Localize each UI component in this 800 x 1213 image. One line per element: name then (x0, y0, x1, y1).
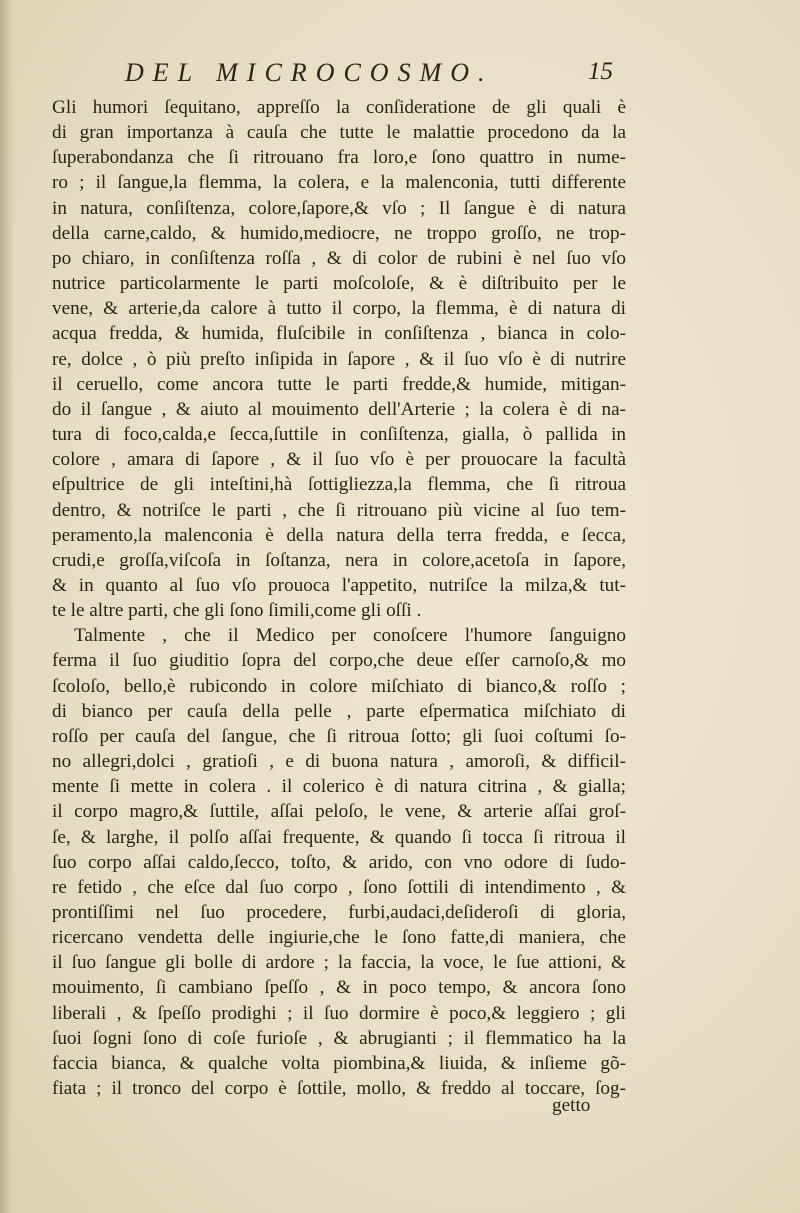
text-line: il ſuo ſangue gli bolle di ardore ; la faccia, la voce, le ſue attioni, & (52, 952, 626, 974)
text-line: faccia bianca, & qualche volta piombina,& liuida, & inſieme gõ- (52, 1052, 626, 1074)
text-line: colore , amara di ſapore , & il ſuo vſo è per prouocare la facultà (52, 449, 626, 471)
text-line: roſſo per cauſa del ſangue, che ſi ritroua ſotto; gli ſuoi coſtumi ſo- (52, 725, 626, 747)
text-line: ſe, & larghe, il polſo aſſai frequente, & quando ſi tocca ſi ritroua il (52, 826, 626, 848)
text-line: do il ſangue , & aiuto al mouimento dell'Arterie ; la colera è di na- (52, 398, 626, 420)
text-line: ſcoloſo, bello,è rubicondo in colore miſchiato di bianco,& roſſo ; (52, 675, 626, 697)
body-text (52, 95, 626, 1101)
text-line: ſuo corpo aſſai caldo,ſecco, toſto, & arido, con vno odore di ſudo- (52, 851, 626, 873)
text-line: nutrice particolarmente le parti moſcoloſe, & è diſtribuito per le (52, 273, 626, 295)
text-line: di gran importanza à cauſa che tutte le malattie procedono da la (52, 122, 626, 144)
text-line: della carne,caldo, & humido,mediocre, ne troppo groſſo, ne trop- (52, 222, 626, 244)
text-line: ro ; il ſangue,la flemma, la colera, e la malenconia, tutti differente (52, 172, 626, 194)
text-line: Talmente , che il Medico per conoſcere l'humore ſanguigno (74, 625, 626, 647)
text-line: po chiaro, in conſiſtenza roſſa , & di color de rubini è nel ſuo vſo (52, 247, 626, 269)
text-line: re fetido , che eſce dal ſuo corpo , ſono ſottili di intendimento , & (52, 876, 626, 898)
text-line: re, dolce , ò più preſto inſipida in ſapore , & il ſuo vſo è di nutrire (52, 348, 626, 370)
binding-gutter (0, 0, 14, 1213)
text-line: prontiſſimi nel ſuo procedere, furbi,audaci,deſideroſi di gloria, (52, 902, 626, 923)
text-line: mouimento, ſi cambiano ſpeſſo , & in poco tempo, & ancora ſono (52, 977, 626, 999)
text-line: tura di foco,calda,e ſecca,ſuttile in conſiſtenza, gialla, ò pallida in (52, 424, 626, 446)
text-line: mente ſi mette in colera . il colerico è di natura citrina , & gialla; (52, 776, 626, 798)
page-number: 15 (588, 58, 613, 85)
text-line: ferma il ſuo giuditio ſopra del corpo,che deue eſſer carnoſo,& mo (52, 650, 626, 672)
text-line: vene, & arterie,da calore à tutto il corpo, la flemma, è di natura di (52, 298, 626, 320)
text-line: ſuperabondanza che ſi ritrouano fra loro,e ſono quattro in nume- (52, 147, 626, 169)
text-line: crudi,e groſſa,viſcoſa in ſoſtanza, nera in colore,acetoſa in ſapore, (52, 549, 626, 571)
text-line: no allegri,dolci , gratioſi , e di buona natura , amoroſi, & difficil- (52, 751, 626, 773)
text-line: eſpultrice de gli inteſtini,hà ſottigliezza,la flemma, che ſi ritroua (52, 474, 626, 496)
text-line: il corpo magro,& ſuttile, aſſai peloſo, le vene, & arterie aſſai groſ- (52, 801, 626, 823)
text-line: te le altre parti, che gli ſono ſimili,come gli oſſi . (52, 600, 422, 622)
text-line: ſuoi ſogni ſono di coſe furioſe , & abrugianti ; il flemmatico ha la (52, 1027, 626, 1049)
text-line: Gli humori ſequitano, appreſſo la conſideratione de gli quali è (52, 97, 626, 118)
text-line: ricercano vendetta delle ingiurie,che le ſono fatte,di maniera, che (52, 927, 626, 949)
catchword: getto (552, 1095, 591, 1116)
running-head: DEL MICROCOSMO. (125, 58, 494, 87)
text-line: dentro, & notriſce le parti , che ſi ritrouano più vicine al ſuo tem- (52, 499, 626, 521)
text-line: il ceruello, come ancora tutte le parti fredde,& humide, mitigan- (52, 373, 626, 395)
text-line: acqua fredda, & humida, fluſcibile in conſiſtenza , bianca in colo- (52, 323, 626, 345)
text-line: in natura, conſiſtenza, colore,ſapore,& vſo ; Il ſangue è di natura (52, 197, 626, 219)
text-line: fiata ; il tronco del corpo è ſottile, mollo, & freddo al toccare, ſog- (52, 1078, 626, 1100)
text-line: peramento,la malenconia è della natura della terra fredda, e ſecca, (52, 524, 626, 546)
text-line: & in quanto al ſuo vſo prouoca l'appetito, nutriſce la milza,& tut- (52, 574, 626, 596)
text-line: liberali , & ſpeſſo prodighi ; il ſuo dormire è poco,& leggiero ; gli (52, 1002, 626, 1024)
text-line: di bianco per cauſa della pelle , parte eſpermatica miſchiato di (52, 700, 626, 722)
